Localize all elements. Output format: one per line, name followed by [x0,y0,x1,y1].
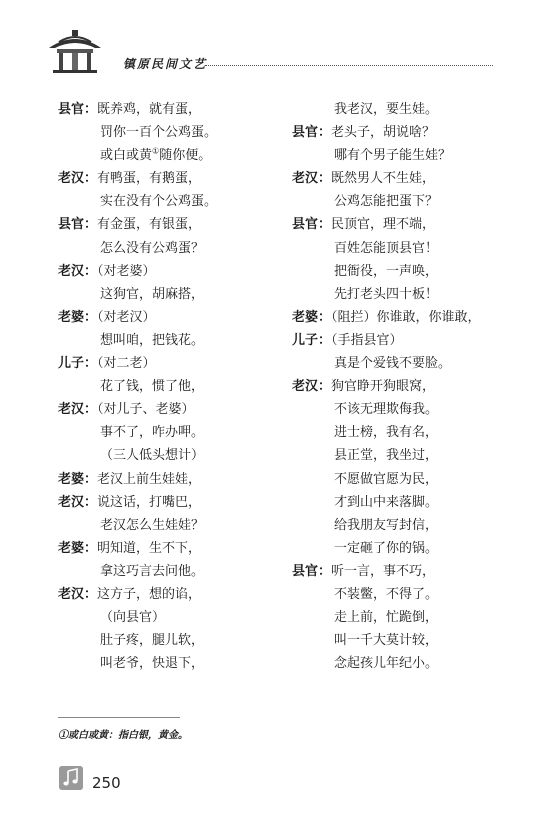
line-text: 不装鳖，不得了。 [334,586,439,602]
speaker-label: 老汉： [292,171,332,187]
line-text: 公鸡怎能把蛋下？ [334,194,439,210]
line-text: （向县官） [100,610,166,626]
line-text: （阻拦）你谁敢，你谁敢， [331,309,481,325]
speaker-label: 县官： [292,563,332,579]
script-line [58,144,283,167]
line-text: 走上前，忙跪倒， [334,610,439,626]
line-text: 进士榜，我有名， [334,425,439,441]
script-line [292,98,502,121]
speaker-label: 老汉： [292,379,332,395]
line-text: 县正堂，我坐过， [334,448,439,464]
script-line [292,468,502,491]
script-line [292,375,502,398]
speaker-label: 老婆： [58,540,98,556]
line-text: 老汉怎么生娃娃？ [100,517,205,533]
line-text: （三人低头想计） [100,448,205,464]
line-text: （对二老） [97,356,156,372]
line-text: 狗官睁开狗眼窝， [331,379,436,395]
left-text-column [58,98,283,675]
line-text: 既然男人不生娃， [331,171,436,187]
script-line [58,583,283,606]
speaker-label: 县官： [58,102,98,117]
line-text: 罚你一百个公鸡蛋。 [100,125,218,141]
script-line [292,283,502,306]
pavilion-logo-icon [45,28,105,74]
speaker-label: 县官： [58,217,98,233]
line-text: 这方子，想的谄， [97,586,202,602]
line-text: 听一言，事不巧， [331,563,436,579]
script-line [58,260,283,283]
script-line [292,560,502,583]
script-line [292,629,502,652]
footnote-divider [58,717,180,718]
script-line [292,352,502,375]
line-text: 怎么没有公鸡蛋？ [100,240,205,256]
script-line [58,468,283,491]
script-line [292,190,502,213]
header-dotted-rule [205,65,493,66]
line-text: 老头子，胡说啥？ [331,125,436,141]
line-text: 老汉上前生娃娃， [97,471,202,487]
line-text: 或白或黄 [100,148,153,164]
speaker-label: 老汉： [58,263,98,279]
script-line [292,329,502,352]
script-line [58,213,283,236]
script-line [58,652,283,675]
speaker-label: 县官： [292,217,332,233]
script-line [58,167,283,190]
line-text: 叫一千大莫计较， [334,633,439,649]
script-line [58,283,283,306]
footnote: ①或白或黄：指白银，黄金。 [58,730,188,741]
script-line [58,375,283,398]
script-line [292,144,502,167]
line-text: 不该无理欺侮我。 [334,402,439,418]
speaker-label: 儿子： [292,332,332,348]
speaker-label: 老婆： [58,309,98,325]
line-text: （手指县官） [331,332,403,348]
speaker-label: 老汉： [58,494,98,510]
line-text: （对老汉） [97,309,156,325]
script-line [292,260,502,283]
script-line [58,329,283,352]
line-text: （对老婆） [97,263,156,279]
line-text: 有鸭蛋，有鹅蛋， [97,171,202,187]
script-line [292,583,502,606]
script-line [292,398,502,421]
script-line [58,306,283,329]
script-line [58,537,283,560]
line-text: 真是个爱钱不要脸。 [334,356,452,372]
line-text: 事不了，咋办呷。 [100,425,205,441]
line-text: 说这话，打嘴巴， [97,494,202,510]
speaker-label: 儿子： [58,356,98,372]
script-line [58,514,283,537]
script-line [292,121,502,144]
line-text: 想叫咱，把钱花。 [100,332,205,348]
script-line [292,537,502,560]
line-text: 明知道，生不下， [97,540,202,556]
line-text: 叫老爷，快退下， [100,656,205,672]
script-line [58,491,283,514]
line-text: （对儿子、老婆） [97,402,195,418]
script-line [58,560,283,583]
script-line [292,306,502,329]
script-line [58,444,283,467]
line-text: 有金蛋，有银蛋， [97,217,202,233]
script-line [292,514,502,537]
line-text: 民顶官，理不端， [331,217,436,233]
line-text: 随你便。 [159,148,212,164]
script-line [58,98,283,121]
line-text: 哪有个男子能生娃？ [334,148,452,164]
script-line [292,491,502,514]
page-header [45,28,495,78]
script-line [292,237,502,260]
speaker-label: 老婆： [58,471,98,487]
script-line [292,213,502,236]
book-title: 镇原民间文艺 [123,57,208,71]
line-text: 这狗官，胡麻搭， [100,286,205,302]
line-text: 把衙役，一声唤， [334,263,439,279]
script-line [58,352,283,375]
music-note-icon [59,766,83,790]
script-line [58,421,283,444]
script-line [292,444,502,467]
line-text: 花了钱，惯了他， [100,379,205,395]
line-text: 一定砸了你的锅。 [334,540,439,556]
line-text: 我老汉，要生娃。 [334,102,439,117]
footnote-mark: ① [152,146,160,156]
script-line [58,629,283,652]
speaker-label: 老汉： [58,171,98,187]
speaker-label: 老汉： [58,402,98,418]
script-line [292,652,502,675]
line-text: 念起孩儿年纪小。 [334,656,439,672]
script-line [58,121,283,144]
speaker-label: 老汉： [58,586,98,602]
script-line [292,421,502,444]
line-text: 不愿做官愿为民， [334,471,439,487]
right-text-column [292,98,502,675]
line-text: 既养鸡，就有蛋， [97,102,202,117]
line-text: 百姓怎能顶县官！ [334,240,439,256]
line-text: 拿这巧言去问他。 [100,563,205,579]
line-text: 先打老头四十板！ [334,286,439,302]
script-line [292,167,502,190]
script-line [292,606,502,629]
speaker-label: 老婆： [292,309,332,325]
line-text: 肚子疼，腿儿软， [100,633,205,649]
line-text: 实在没有个公鸡蛋。 [100,194,218,210]
script-line [58,398,283,421]
page-number: 250 [92,774,121,792]
speaker-label: 县官： [292,125,332,141]
line-text: 给我朋友写封信， [334,517,439,533]
script-line [58,237,283,260]
script-line [58,190,283,213]
script-line [58,606,283,629]
line-text: 才到山中来落脚。 [334,494,439,510]
